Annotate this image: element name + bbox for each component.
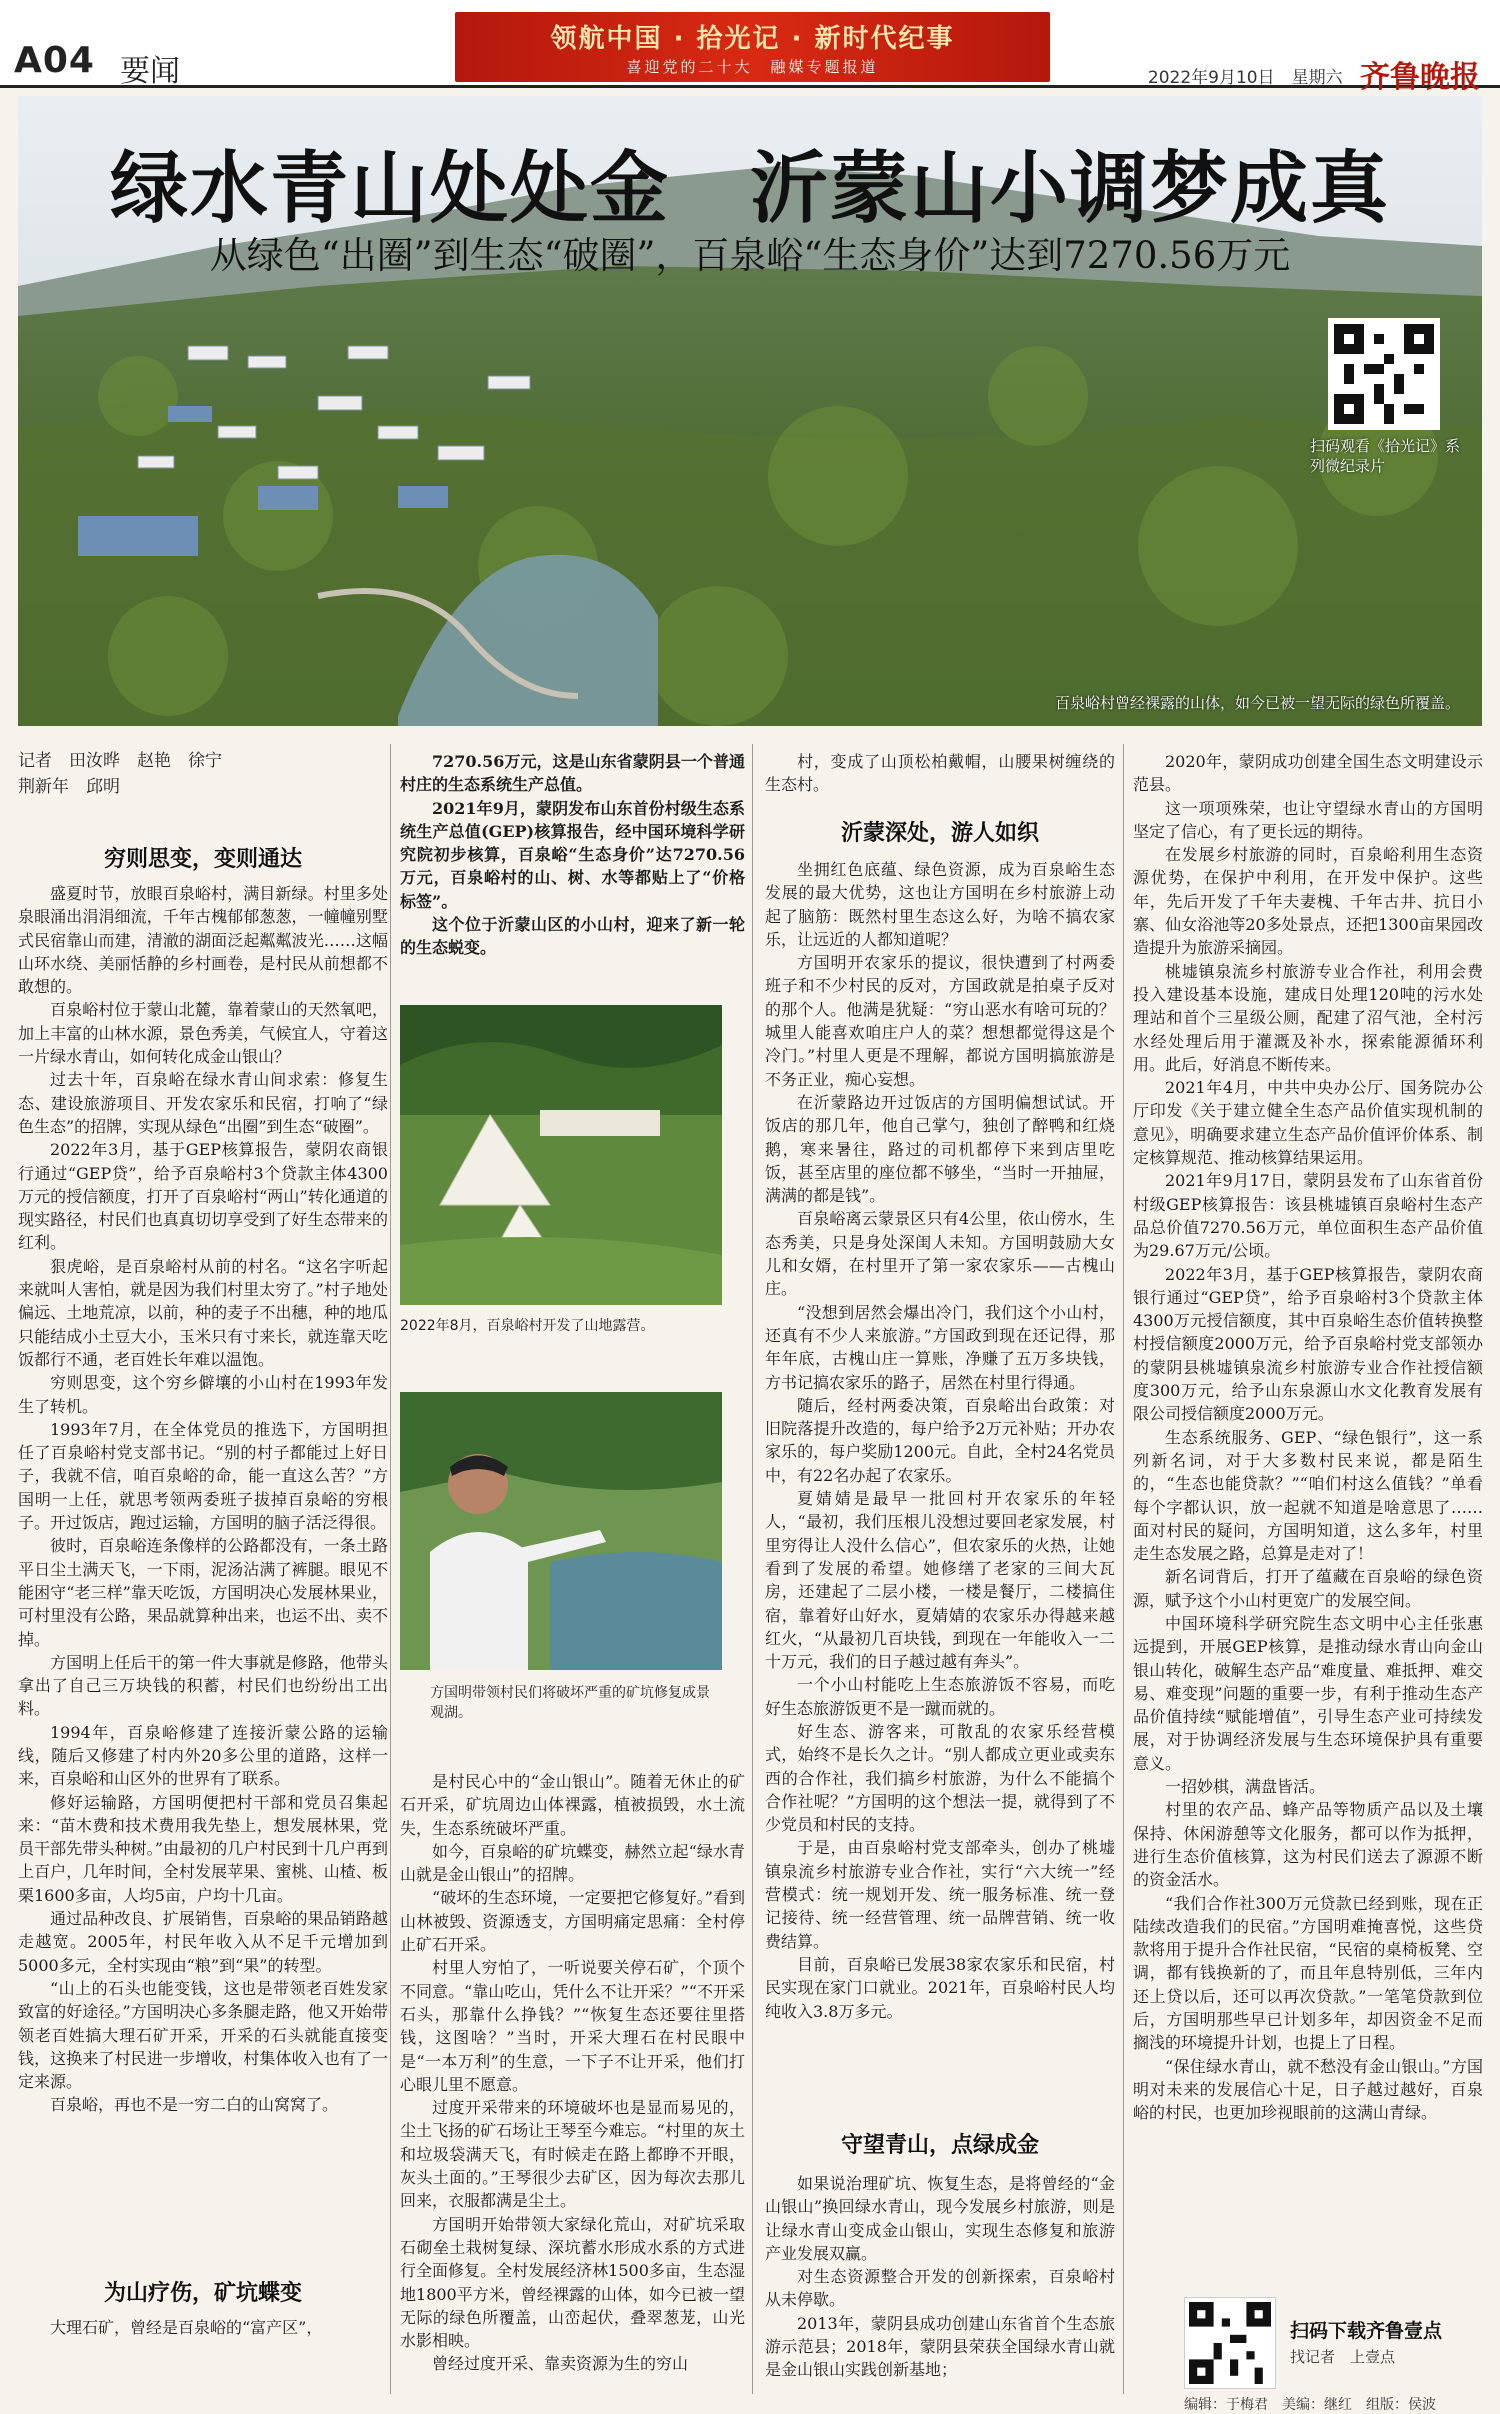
- paragraph: 2022年3月，基于GEP核算报告，蒙阴农商银行通过“GEP贷”，给予百泉峪村3个贷款主体4300万元授信额度，其中百泉峪生态价值转换整村授信额度2000万元，给予百泉峪村党支部领办的蒙阴县桃墟镇泉流乡村旅游专业合作社授信额度300万元，给予山东泉源山水文化教育发展有限公司授信额度2000万元。: [1133, 1264, 1483, 1424]
- paper-logo: 齐鲁晚报: [1360, 60, 1480, 95]
- image-caption: 2022年8月，百泉峪村开发了山地露营。: [400, 1318, 655, 1334]
- paragraph: 在发展乡村旅游的同时，百泉峪利用生态资源优势，在保护中利用，在开发中保护。这些年，先后开发了千年夫妻槐、千年古井、抗日小寨、仙女浴池等20多处景点，还把1300亩果园改造提升为旅游采摘园。: [1133, 845, 1483, 958]
- paragraph: 是村民心中的“金山银山”。随着无休止的矿石开采，矿坑周边山体裸露，植被损毁，水土流失，生态系统破坏严重。: [400, 1772, 745, 1838]
- paragraph: 方国明开始带领大家绿化荒山，对矿坑采取石砌垒土栽树复绿、深坑蓄水形成水系的方式进行全面修复。全村发展经济林1500多亩，生态湿地1800平方米，曾经裸露的山体，如今已被一望无际的绿色所覆盖，山峦起伏，叠翠葱茏，山光水影相映。: [400, 2214, 745, 2351]
- paragraph: 村里的农产品、蜂产品等物质产品以及土壤保持、休闲游憩等文化服务，都可以作为抵押，进行生态价值核算，这为村民们送去了源源不断的资金活水。: [1133, 1800, 1483, 1890]
- paragraph: 大理石矿，曾经是百泉峪的“富产区”，: [50, 2318, 323, 2337]
- qr-code-top[interactable]: [1328, 318, 1440, 430]
- byline-line: 记者 田汝晔 赵艳 徐宁: [18, 751, 222, 771]
- paragraph: 一招妙棋，满盘皆活。: [1165, 1777, 1326, 1797]
- paragraph: 通过品种改良、扩展销售，百泉峪的果品销路越走越宽。2005年，村民年收入从不足千元增加到5000多元，全村实现由“粮”到“果”的转型。: [18, 1909, 388, 1975]
- paragraph: “没想到居然会爆出冷门，我们这个小山村，还真有不少人来旅游。”方国政到现在还记得，那年年底，古槐山庄一算账，净赚了五万多块钱，方书记搞农家乐的路子，居然在村里行得通。: [765, 1302, 1115, 1392]
- qr-code-icon: [1189, 2302, 1271, 2384]
- paragraph: 修好运输路，方国明便把村干部和党员召集起来：“苗木费和技术费用我先垫上，想发展林果，党员干部先带头种树。”由最初的几户村民到十几户再到上百户，几年时间，全村发展苹果、蜜桃、山楂、板栗1600多亩，人均5亩，户均十几亩。: [18, 1792, 388, 1905]
- qr-caption: 扫码观看《拾光记》系列微纪录片: [1310, 437, 1461, 475]
- paragraph: 中国环境科学研究院生态文明中心主任张惠远提到，开展GEP核算，是推动绿水青山向金山银山转化，破解生态产品“难度量、难抵押、难交易、难变现”问题的重要一步，有利于推动生态产品价值持续“赋能增值”，引导生态产业可持续发展，对于协调经济发展与生态环境保护具有重要意义。: [1133, 1613, 1483, 1773]
- article-column-1-tail: [18, 2316, 388, 2386]
- article-column-3: [765, 858, 1115, 2110]
- paragraph: 坐拥红色底蕴、绿色资源，成为百泉峪生态发展的最大优势，这也让方国明在乡村旅游上动起了脑筋：既然村里生态这么好，为啥不搞农家乐，让远近的人都知道呢？: [765, 860, 1115, 949]
- paragraph: 夏婧婧是最早一批回村开农家乐的年轻人，“最初，我们压根儿没想过要回老家发展，村里穷得让人没什么信心”，但农家乐的火热，让她看到了发展的希望。她修缮了老家的三间大瓦房，还建起了二层小楼，一楼是餐厅，二楼搞住宿，靠着好山好水，夏婧婧的农家乐办得越来越红火，“从最初几百块钱，到现在一年能收入一二十万元，我们的日子越过越有奔头”。: [765, 1489, 1115, 1672]
- column-divider: [752, 744, 753, 2394]
- article-column-2: [400, 1770, 745, 2390]
- paragraph: 对生态资源整合开发的创新探索，百泉峪村从未停歇。: [765, 2267, 1115, 2310]
- paragraph: 1994年，百泉峪修建了连接沂蒙公路的运输线，随后又修建了村内外20多公里的道路，这样一来，百泉峪和山区外的世界有了联系。: [18, 1722, 388, 1789]
- column-divider: [390, 744, 391, 2394]
- paragraph: 盛夏时节，放眼百泉峪村，满目新绿。村里多处泉眼涌出涓涓细流，千年古槐郁郁葱葱，一幢幢别墅式民宿靠山而建，清澈的湖面泛起粼粼波光……这幅山环水绕、美丽恬静的乡村画卷，是村民从前想都不敢想的。: [18, 884, 388, 997]
- paragraph: 如今，百泉峪的矿坑蝶变，赫然立起“绿水青山就是金山银山”的招牌。: [400, 1841, 745, 1885]
- page-number: A04: [14, 40, 95, 81]
- paragraph: 新名词背后，打开了蕴藏在百泉峪的绿色资源，赋予这个小山村更宽广的发展空间。: [1133, 1567, 1483, 1610]
- paragraph: 7270.56万元，这是山东省蒙阴县一个普通村庄的生态系统生产总值。: [400, 752, 745, 795]
- article-column-4: [1133, 750, 1483, 2278]
- image-caption: 方国明带领村民们将破坏严重的矿坑修复成景观湖。: [430, 1685, 710, 1721]
- paragraph: 在沂蒙路边开过饭店的方国明偏想试试。开饭店的那几年，他自己掌勺，独创了醉鸭和红烧鹅，寒来暑往，路过的司机都停下来到店里吃饭，甚至店里的座位都不够坐，“当时一开抽屉，满满的都是钱”。: [765, 1092, 1115, 1206]
- paragraph: 方国明上任后干的第一件大事就是修路，他带头拿出了自己三万块钱的积蓄，村民们也纷纷出工出料。: [18, 1652, 388, 1719]
- footer-promo-sub: 找记者 上壹点: [1290, 2348, 1396, 2366]
- paragraph: 这一项项殊荣，也让守望绿水青山的方国明坚定了信心，有了更长远的期待。: [1133, 798, 1483, 841]
- paragraph: 2022年3月，基于GEP核算报告，蒙阴农商银行通过“GEP贷”，给予百泉峪村3个贷款主体4300万元的授信额度，打开了百泉峪村“两山”转化通道的现实路径，村民们也真真切切享受到了好生态带来的红利。: [18, 1140, 388, 1253]
- page-header: [0, 0, 1500, 95]
- article-column-2-lead: [400, 750, 745, 980]
- paragraph: 生态系统服务、GEP、“绿色银行”，这一系列新名词，对于大多数村民来说，都是陌生的，“生态也能贷款？”“咱们村这么值钱？”单看每个字都认识，放一起就不知道是啥意思了……面对村民的疑问，方国明知道，这么多年，村里走生态发展之路，总算是走对了！: [1133, 1427, 1483, 1564]
- paragraph: 好生态、游客来，可散乱的农家乐经营模式，始终不是长久之计。“别人都成立更业或卖东西的合作社，我们搞乡村旅游，为什么不能搞个合作社呢？”方国明的这个想法一提，就得到了不少党员和村民的支持。: [765, 1721, 1115, 1835]
- paragraph: 狠虎峪，是百泉峪村从前的村名。“这名字听起来就叫人害怕，就是因为我们村里太穷了。”村子地处偏远、土地荒凉，以前，种的麦子不出穗，种的地瓜只能结成小土豆大小，玉米只有寸来长，就连靠天吃饭都行不通，老百姓长年难以温饱。: [18, 1256, 388, 1369]
- paragraph: 村，变成了山顶松柏戴帽，山腰果树缠绕的生态村。: [765, 752, 1115, 795]
- camping-photo: [400, 1005, 722, 1305]
- article-column-3-lead: [765, 750, 1115, 800]
- paragraph: 2021年9月17日，蒙阴县发布了山东省首份村级GEP核算报告：该县桃墟镇百泉峪村生态产品总价值7270.56万元，单位面积生态产品价值为29.67万元/公顷。: [1133, 1171, 1483, 1261]
- paragraph: 桃墟镇泉流乡村旅游专业合作社，利用会费投入建设基本设施，建成日处理120吨的污水处理站和首个三星级公厕，配建了沼气池，全村污水经处理后用于灌溉及补水，探索能源循环利用。此后，好消息不断传来。: [1133, 961, 1483, 1074]
- paragraph: 百泉峪，再也不是一穷二白的山窝窝了。: [50, 2095, 339, 2115]
- paragraph: 穷则思变，这个穷乡僻壤的小山村在1993年发生了转机。: [18, 1373, 388, 1416]
- paragraph: 2021年4月，中共中央办公厅、国务院办公厅印发《关于建立健全生态产品价值实现机制的意见》，明确要求建立生态产品价值评价体系、制定核算规范、推动核算结果运用。: [1133, 1078, 1483, 1168]
- paragraph: 百泉峪村位于蒙山北麓，靠着蒙山的天然氧吧，加上丰富的山林水源，景色秀美，气候宜人，守着这一片绿水青山，如何转化成金山银山？: [18, 1000, 388, 1067]
- topic-banner: [455, 12, 1050, 82]
- editor-credits: 编辑：于梅君 美编：继红 组版：侯波: [1184, 2397, 1436, 2413]
- paragraph: 2013年，蒙阴县成功创建山东省首个生态旅游示范县；2018年，蒙阴县荣获全国绿水青山就是金山银山实践创新基地；: [765, 2313, 1115, 2380]
- byline: [18, 748, 388, 800]
- paragraph: 这个位于沂蒙山区的小山村，迎来了新一轮的生态蜕变。: [400, 915, 745, 958]
- portrait-photo: [400, 1392, 722, 1670]
- section-heading: 穷则思变，变则通达: [103, 846, 302, 872]
- paragraph: 曾经过度开采、靠卖资源为生的穷山: [432, 2354, 689, 2374]
- article-column-1: [18, 882, 388, 2272]
- banner-title: 领航中国 · 拾光记 · 新时代纪事: [550, 24, 955, 54]
- paragraph: 过度开采带来的环境破坏也是显而易见的，尘土飞扬的矿石场让王琴至今难忘。“村里的灰土和垃圾袋满天飞，有时候走在路上都睁不开眼，灰头土面的。”王琴很少去矿区，因为每次去那儿回来，衣服都满是尘土。: [400, 2098, 745, 2211]
- column-divider: [1123, 744, 1124, 2394]
- paragraph: 随后，经村两委决策，百泉峪出台政策：对旧院落提升改造的，每户给予2万元补贴；开办农家乐的，每户奖励1200元。自此，全村24名党员中，有22名办起了农家乐。: [765, 1395, 1115, 1485]
- qr-code-app[interactable]: [1184, 2297, 1276, 2389]
- section-heading: 沂蒙深处，游人如织: [840, 820, 1039, 846]
- photo-caption: 百泉峪村曾经裸露的山体，如今已被一望无际的绿色所覆盖。: [1054, 694, 1460, 712]
- issue-date: 2022年9月10日 星期六: [1147, 68, 1343, 88]
- header-right: [1148, 52, 1480, 96]
- paragraph: “我们合作社300万元贷款已经到账，现在正陆续改造我们的民宿。”方国明难掩喜悦，这些贷款将用于提升合作社民宿，“民宿的桌椅板凳、空调，都有钱换新的了，而且年息特别低，三年内还上贷以后，还可以再次贷款。”一笔笔贷款到位后，方国明那些早已计划多年，却因资金不足而搁浅的环境提升计划，也提上了日程。: [1133, 1893, 1483, 2053]
- section-heading: 为山疗伤，矿坑蝶变: [103, 2280, 302, 2306]
- main-headline: 绿水青山处处金 沂蒙山小调梦成真: [109, 143, 1390, 234]
- byline-line: 荆新年 邱明: [18, 777, 120, 797]
- paragraph: 村里人穷怕了，一听说要关停石矿，个顶个不同意。“靠山吃山，凭什么不让开采？”“不开采石头，那靠什么挣钱？”“恢复生态还要往里搭钱，这图啥？”当时，开采大理石在村民眼中是“一本万利”的生意，一下子不让开采，他们打心眼儿里不愿意。: [400, 1958, 745, 2094]
- paragraph: 一个小山村能吃上生态旅游饭不容易，而吃好生态旅游饭更不是一蹴而就的。: [765, 1675, 1115, 1718]
- paragraph: 百泉峪离云蒙景区只有4公里，依山傍水，生态秀美，只是身处深闺人未知。方国明鼓励大女儿和女婿，在村里开了第一家农家乐——古槐山庄。: [765, 1209, 1115, 1299]
- section-heading: 守望青山，点绿成金: [840, 2132, 1039, 2158]
- paragraph: 目前，百泉峪已发展38家农家乐和民宿，村民实现在家门口就业。2021年，百泉峪村民人均纯收入3.8万多元。: [765, 1954, 1115, 2021]
- portrait-image: [400, 1392, 722, 1670]
- paragraph: 于是，由百泉峪村党支部牵头，创办了桃墟镇泉流乡村旅游专业合作社，实行“六大统一”经营模式：统一规划开发、统一服务标准、统一登记接待、统一经营管理、统一品牌营销、统一收费结算。: [765, 1838, 1115, 1951]
- sub-headline: 从绿色“出圈”到生态“破圈”，百泉峪“生态身价”达到7270.56万元: [209, 234, 1291, 277]
- paragraph: “山上的石头也能变钱，这也是带领老百姓发家致富的好途径。”方国明决心多条腿走路，他又开始带领老百姓搞大理石矿开采，开采的石头就能直接变钱，这换来了村民进一步增收，村集体收入也有了一定来源。: [18, 1978, 388, 2092]
- paragraph: 过去十年，百泉峪在绿水青山间求索：修复生态、建设旅游项目、开发农家乐和民宿，打响了“绿色生态”的招牌，实现从绿色“出圈”到生态“破圈”。: [18, 1070, 388, 1136]
- camping-image: [400, 1005, 722, 1305]
- paragraph: 2021年9月，蒙阴发布山东首份村级生态系统生产总值(GEP)核算报告，经中国环境科学研究院初步核算，百泉峪“生态身价”达7270.56万元，百泉峪村的山、树、水等都贴上了“价格标签”。: [400, 798, 745, 911]
- article-column-3-tail: [765, 2172, 1115, 2392]
- banner-subtitle: 喜迎党的二十大 融媒专题报道: [626, 58, 879, 76]
- qr-code-icon: [1334, 324, 1434, 424]
- paragraph: 如果说治理矿坑、恢复生态，是将曾经的“金山银山”换回绿水青山，现今发展乡村旅游，则是让绿水青山变成金山银山，实现生态修复和旅游产业发展双赢。: [765, 2174, 1115, 2263]
- paragraph: 方国明开农家乐的提议，很快遭到了村两委班子和不少村民的反对，方国政就是拍桌子反对的那个人。他满是犹疑：“穷山恶水有啥可玩的？城里人能喜欢咱庄户人的菜？想想都觉得这是个冷门。”村里人更是不理解，都说方国明搞旅游是不务正业，痴心妄想。: [765, 953, 1115, 1089]
- paragraph: “保住绿水青山，就不愁没有金山银山。”方国明对未来的发展信心十足，日子越过越好，百泉峪的村民，也更加珍视眼前的这满山青绿。: [1133, 2056, 1483, 2123]
- page-section: 要闻: [120, 54, 180, 89]
- paragraph: 彼时，百泉峪连条像样的公路都没有，一条土路平日尘土满天飞，一下雨，泥汤沾满了裤腿。眼见不能困守“老三样”靠天吃饭，方国明决心发展林果业，可村里没有公路，果品就算种出来，也运不出、卖不掉。: [18, 1536, 388, 1649]
- paragraph: “破坏的生态环境，一定要把它修复好。”看到山林被毁、资源透支，方国明痛定思痛：全村停止矿石开采。: [400, 1888, 745, 1955]
- paragraph: 1993年7月，在全体党员的推选下，方国明担任了百泉峪村党支部书记。“别的村子都能过上好日子，我就不信，咱百泉峪的命，能一直这么苦？”方国明一上任，就思考领两委班子拔掉百泉峪的穷根子。开过饭店，跑过运输，方国明的脑子活泛得很。: [18, 1419, 388, 1533]
- paragraph: 2020年，蒙阴成功创建全国生态文明建设示范县。: [1133, 752, 1483, 795]
- footer-promo: 扫码下载齐鲁壹点: [1290, 2320, 1443, 2342]
